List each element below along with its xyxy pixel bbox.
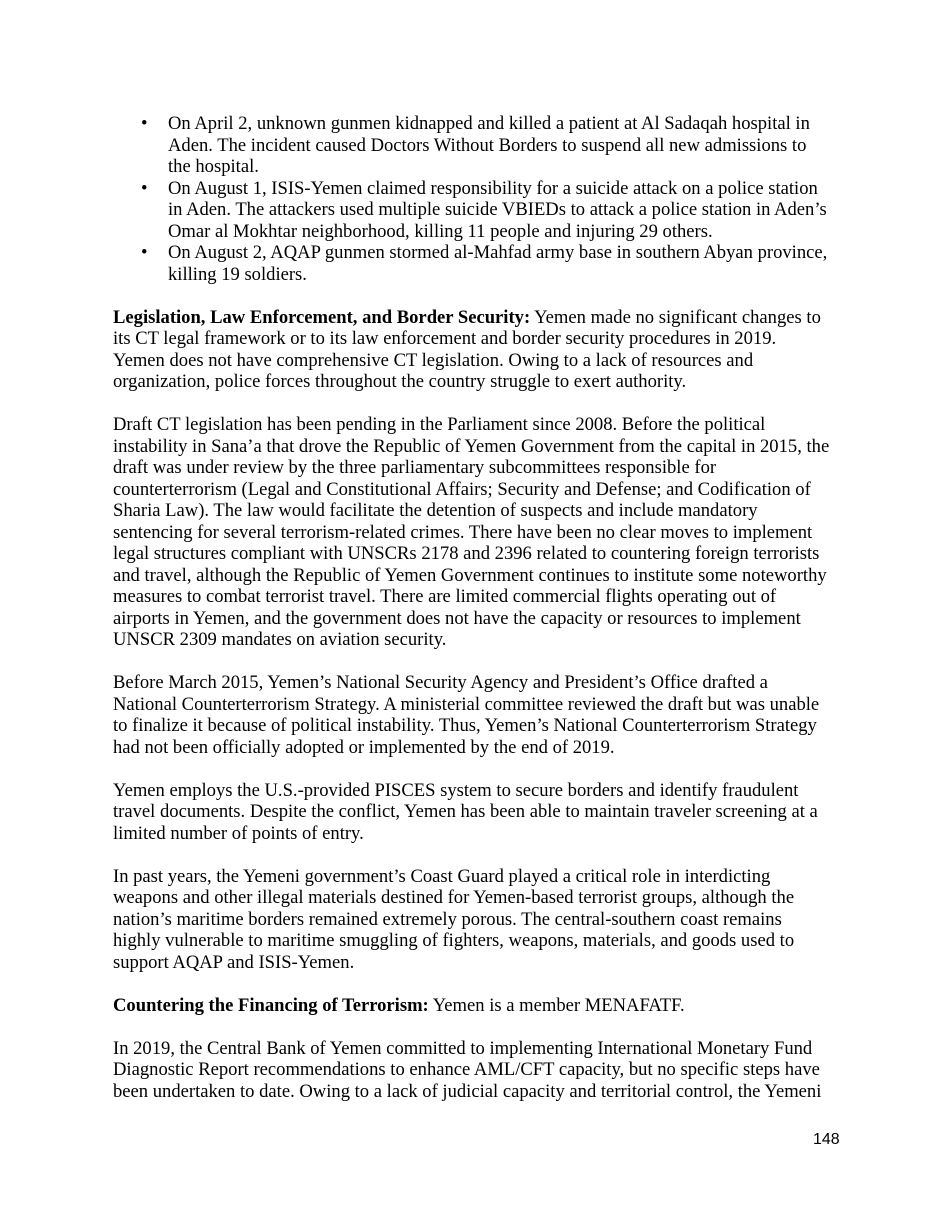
page-number: 148: [813, 1131, 840, 1148]
text-line: On April 2, unknown gunmen kidnapped and killed a patient at Al Sadaqah hospital in: [168, 113, 810, 134]
text-line: organization, police forces throughout the country struggle to exert authority.: [113, 371, 687, 392]
bullet-icon: •: [141, 242, 148, 263]
text-line: Diagnostic Report recommendations to enhance AML/CFT capacity, but no specific steps have: [113, 1059, 820, 1080]
bullet-icon: •: [141, 177, 148, 199]
paragraph: [113, 672, 853, 758]
text-line: highly vulnerable to maritime smuggling of fighters, weapons, materials, and goods used to: [113, 930, 795, 951]
text-line: nation’s maritime borders remained extremely porous. The central-southern coast remains: [113, 908, 782, 930]
bullet-icon: •: [141, 113, 148, 134]
text-line: measures to combat terrorist travel. There are limited commercial flights operating out of: [113, 586, 777, 607]
text-line: draft was under review by the three parliamentary subcommittees responsible for: [113, 457, 717, 478]
text-run: Yemen made no significant changes to: [530, 306, 821, 328]
text-line: [113, 866, 853, 888]
text-line: killing 19 soldiers.: [168, 263, 307, 285]
text-line: [113, 672, 853, 694]
text-line: had not been officially adopted or implemented by the end of 2019.: [113, 736, 615, 758]
document-body: [113, 113, 853, 1102]
text-line: [113, 995, 853, 1017]
text-line: travel documents. Despite the conflict, Yemen has been able to maintain traveler screening at a: [113, 801, 818, 822]
text-line: counterterrorism (Legal and Constitutional Affairs; Security and Defense; and Codification of: [113, 478, 811, 500]
text-line: instability in Sana’a that drove the Republic of Yemen Government from the capital in 2015, the: [113, 435, 830, 457]
text-line: been undertaken to date. Owing to a lack of judicial capacity and territorial control, the Yemeni: [113, 1080, 822, 1102]
text-line: On August 2, AQAP gunmen stormed al-Mahfad army base in southern Abyan province,: [168, 242, 828, 263]
text-line: Yemen does not have comprehensive CT legislation. Owing to a lack of resources and: [113, 349, 754, 371]
section-paragraph: [113, 995, 853, 1017]
text-line: [113, 307, 853, 329]
text-line: Aden. The incident caused Doctors Without Borders to suspend all new admissions to: [168, 134, 807, 156]
bullet-item: [113, 178, 853, 243]
text-line: its CT legal framework or to its law enforcement and border security procedures in 2019.: [113, 328, 777, 349]
text-run: In past years, the Yemeni government’s Coast Guard played a critical role in interdicting: [113, 865, 771, 887]
text-line: [113, 1038, 853, 1060]
text-run: Before March 2015, Yemen’s National Security Agency and President’s Office drafted a: [113, 672, 768, 693]
text-line: Omar al Mokhtar neighborhood, killing 11 people and injuring 29 others.: [168, 220, 713, 242]
text-line: the hospital.: [168, 156, 259, 177]
text-line: legal structures compliant with UNSCRs 2178 and 2396 related to countering foreign terrorists: [113, 543, 820, 564]
section-heading: Countering the Financing of Terrorism:: [113, 994, 429, 1016]
paragraph: [113, 414, 853, 651]
incident-bullet-list: [113, 113, 853, 285]
text-run: Yemen employs the U.S.-provided PISCES system to secure borders and identify fraudulent: [113, 779, 799, 801]
text-line: limited number of points of entry.: [113, 822, 364, 844]
bullet-item: [113, 242, 853, 285]
text-line: support AQAP and ISIS-Yemen.: [113, 951, 355, 973]
text-line: UNSCR 2309 mandates on aviation security.: [113, 629, 447, 650]
paragraph: [113, 866, 853, 974]
text-line: [113, 780, 853, 802]
text-line: sentencing for several terrorism-related crimes. There have been no clear moves to implement: [113, 521, 813, 543]
bullet-item: [113, 113, 853, 178]
paragraph: [113, 780, 853, 845]
text-run: Draft CT legislation has been pending in the Parliament since 2008. Before the political: [113, 414, 766, 435]
text-line: airports in Yemen, and the government does not have the capacity or resources to implement: [113, 607, 801, 629]
text-run: Yemen is a member MENAFATF.: [428, 994, 685, 1016]
text-line: Sharia Law). The law would facilitate the detention of suspects and include mandatory: [113, 500, 758, 521]
text-line: On August 1, ISIS-Yemen claimed responsibility for a suicide attack on a police station: [168, 177, 818, 199]
paragraph: [113, 1038, 853, 1103]
text-line: to finalize it because of political instability. Thus, Yemen’s National Counterterrorism Strategy: [113, 715, 817, 736]
section-heading: Legislation, Law Enforcement, and Border Security:: [113, 306, 531, 328]
text-line: weapons and other illegal materials destined for Yemen-based terrorist groups, although the: [113, 887, 795, 908]
text-run: In 2019, the Central Bank of Yemen committed to implementing International Monetary Fund: [113, 1037, 813, 1059]
text-line: and travel, although the Republic of Yemen Government continues to institute some noteworthy: [113, 564, 827, 586]
text-line: in Aden. The attackers used multiple suicide VBIEDs to attack a police station in Aden’s: [168, 199, 827, 220]
text-line: [113, 414, 853, 436]
section-paragraph: [113, 307, 853, 393]
text-line: National Counterterrorism Strategy. A ministerial committee reviewed the draft but was unable: [113, 693, 820, 715]
